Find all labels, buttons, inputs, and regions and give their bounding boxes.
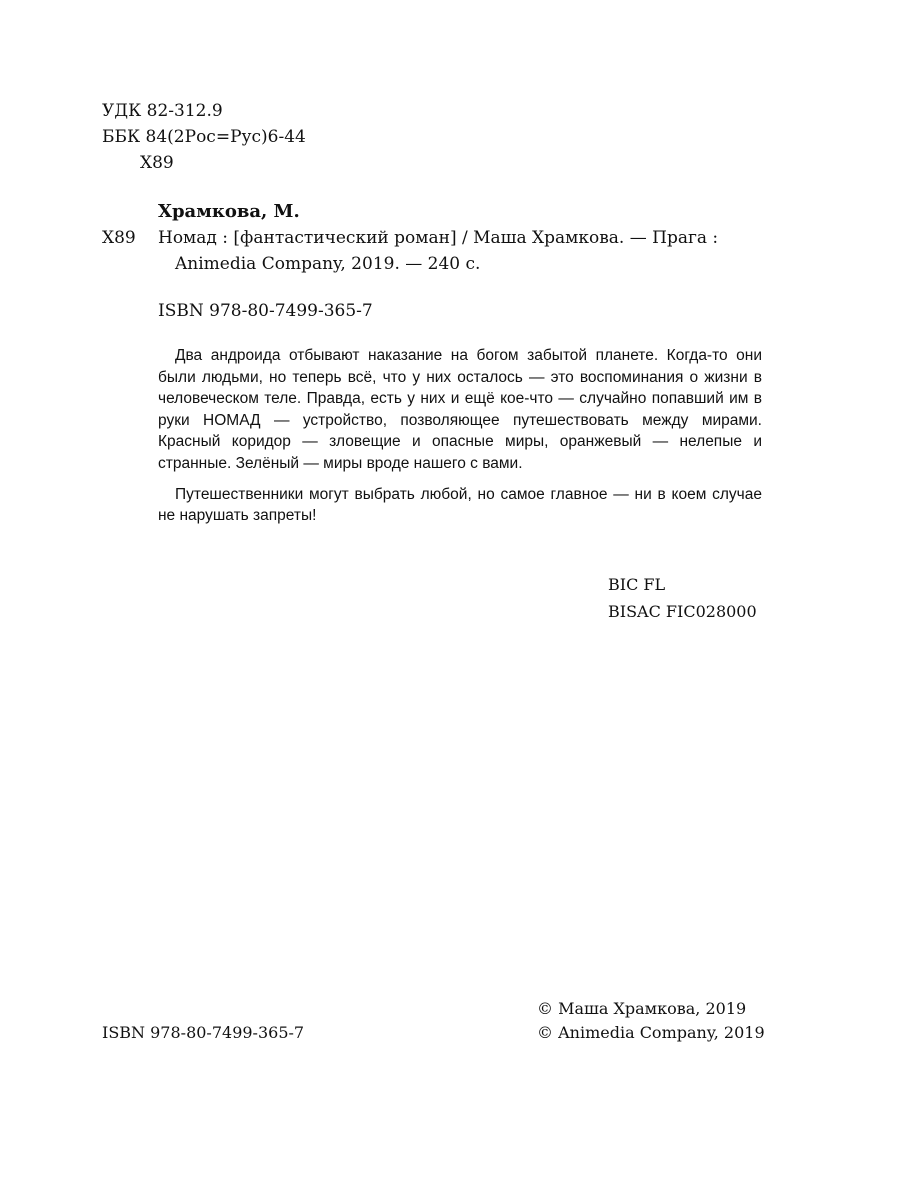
annotation-paragraph: Два андроида отбывают наказание на богом забытой планете. Когда-то они были людьми, но теперь всё, что у них осталось — это воспоминания о жизни в человеческом теле. Правда, есть у них и ещё кое-что — случайно попавший им в руки НОМАД — устройство, позволяющее путешествовать между мирами. Красный коридор — зловещие и опасные миры, оранжевый — нелепые и странные. Зелёный — миры вроде нашего с вами. — [158, 347, 762, 472]
bic-code: BIC FL — [608, 575, 666, 594]
entry-author-mark: Х89 — [102, 228, 136, 248]
annotation — [158, 345, 762, 536]
bbk-code: ББК 84(2Рос=Рус)6-44 — [102, 127, 306, 147]
classification-codes — [102, 98, 306, 176]
subject-classifiers — [608, 571, 757, 625]
annotation-paragraph: Путешественники могут выбрать любой, но самое главное — ни в коем случае не нарушать запреты! — [158, 485, 762, 525]
bibliographic-description — [158, 225, 770, 277]
publisher-line: Animedia Company, 2019. — 240 с. — [175, 254, 481, 274]
bisac-code: BISAC FIC028000 — [608, 602, 757, 621]
footer-isbn: ISBN 978-80-7499-365-7 — [102, 1023, 305, 1042]
author-mark: Х89 — [140, 153, 174, 173]
copyright-block — [537, 997, 765, 1045]
copyright-author: © Маша Храмкова, 2019 — [537, 999, 747, 1018]
author-heading: Храмкова, М. — [158, 201, 300, 222]
isbn: ISBN 978-80-7499-365-7 — [158, 301, 373, 321]
title-line: Номад : [фантастический роман] / Маша Храмкова. — Прага : — [158, 228, 719, 248]
copyright-publisher: © Animedia Company, 2019 — [537, 1023, 765, 1042]
udk-code: УДК 82-312.9 — [102, 101, 223, 121]
